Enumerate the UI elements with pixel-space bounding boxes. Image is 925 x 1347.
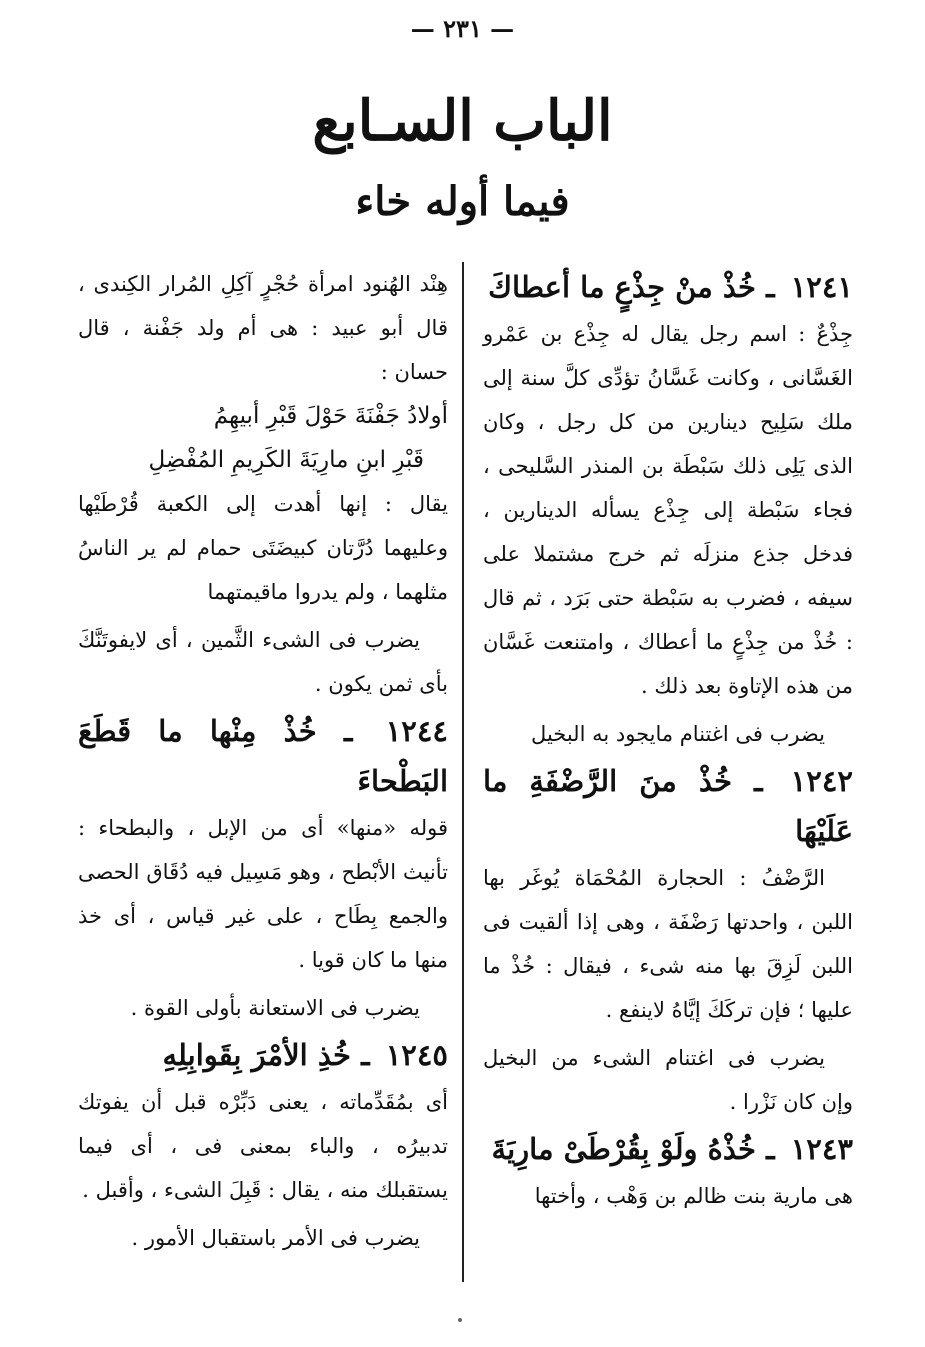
entry-1244	[78, 706, 448, 1030]
entry-body: جِذْعٌ : اسم رجل يقال له جِذْع بن عَمْرو الغَسَّانى ، وكانت غَسَّانُ تؤدِّى كلَّ سنة إلى ملك سَلِيح دينارين من كل رجل ، وكان الذى يَلِى ذلك سَبْطَة بن المنذر السَّليحى ، فجاء سَبْطة إلى جِذْع يسأله الدينارين ، فدخل جذع منزلَه ثم خرج مشتملا على سيفه ، فضرب به سَبْطة حتى بَرَد ، ثم قال : خُذْ من جِذْعٍ ما أعطاك ، وامتنعت غَسَّان من هذه الإتاوة بعد ذلك .	[483, 322, 853, 698]
right-column	[483, 262, 853, 1218]
entry-body: هى مارية بنت ظالم بن وَهْب ، وأختها	[534, 1184, 853, 1208]
entry-1245	[78, 1030, 448, 1260]
entry-1243-note: يقال : إنها أهدت إلى الكعبة قُرْطَيْها وعليهما دُرَّتان كبيضَتَى حمام لم ير الناسُ مثلهما ، ولم يدروا ماقيمتهما	[78, 492, 448, 604]
column-divider	[462, 262, 464, 1282]
page-number: — ٢٣١ —	[410, 14, 515, 43]
proverb-title: ـ خُذْ منْ جِذْعٍ ما أعطاكَ	[488, 270, 775, 304]
proverb-title: ـ خُذْ مِنْها ما قَطَعَ البَطْحاءَ	[78, 714, 448, 798]
poem-verse-2: قَبْرِ ابنِ مارِيَةَ الكَرِيمِ المُفْضِلِ	[148, 447, 424, 473]
entry-number: ١٢٤٢	[790, 764, 853, 798]
entry-number: ١٢٤٥	[385, 1038, 448, 1072]
entry-heading	[483, 262, 853, 312]
entry-body: الرَّضْفُ : الحجارة المُحْمَاة يُوغَر بها اللبن ، واحدتها رَضْفَة ، وهى إذا ألقيت فى اللبن لَزِقَ بها منه شىء ، فيقال : خُذْ ما عليها ؛ فإن تركَكَ إيَّاهُ لاينفع .	[483, 866, 853, 1022]
chapter-title: الباب السـابع	[312, 88, 613, 154]
entry-1243-continuation: هِنْد الهُنود امرأة حُجْرٍ آكِلِ المُرار الكِندى ، قال أبو عبيد : هى أم ولد جَفْنة ، قال حسان :	[78, 272, 448, 384]
entry-number: ١٢٤١	[790, 270, 853, 304]
entry-1242	[483, 756, 853, 1124]
proverb-usage: يضرب فى الأمر باستقبال الأمور .	[131, 1226, 420, 1250]
proverb-usage: يضرب فى اغتنام مايجود به البخيل	[531, 722, 825, 746]
footer-dot	[458, 1318, 462, 1322]
proverb-usage: يضرب فى اغتنام الشىء من البخيل وإن كان نَزْرا .	[483, 1046, 853, 1114]
proverb-usage: يضرب فى الاستعانة بأولى القوة .	[130, 996, 420, 1020]
left-column	[78, 262, 448, 1260]
entry-heading	[483, 756, 853, 856]
entry-number: ١٢٤٣	[790, 1132, 853, 1166]
proverb-usage: يضرب فى الشىء الثَّمين ، أى لايفوتَنَّكَ بأى ثمن يكون .	[78, 628, 448, 696]
proverb-title: ـ خُذْ منَ الرَّضْفَةِ ما عَلَيْهَا	[483, 764, 853, 848]
entry-number: ١٢٤٤	[385, 714, 448, 748]
entry-heading	[78, 1030, 448, 1080]
chapter-subtitle: فيما أوله خاء	[355, 178, 570, 225]
entry-1243	[483, 1124, 853, 1218]
entry-heading	[78, 706, 448, 806]
proverb-title: ـ خُذْهُ ولَوْ بِقُرْطَىْ مارِيَةَ	[491, 1132, 775, 1166]
proverb-title: ـ خُذِ الأمْرَ بِقَوابِلِهِ	[162, 1038, 370, 1072]
entry-body: قوله «منها» أى من الإبل ، والبطحاء : تأنيث الأبْطح ، وهو مَسِيل فيه دُقَاق الحصى والجمع بِطَاح ، على غير قياس ، أى خذ منها ما كان قويا .	[78, 816, 448, 972]
entry-body: أى بمُقَدِّماته ، يعنى دَبِّرْه قبل أن يفوتك تدبيرُه ، والباء بمعنى فى ، أى فيما يستقبلك منه ، يقال : قَبِلَ الشىء ، وأقبل .	[78, 1090, 448, 1202]
entry-heading	[483, 1124, 853, 1174]
poem-verse-1: أولادُ جَفْنَةَ حَوْلَ قَبْرِ أبيهِمُ	[213, 403, 448, 429]
entry-1241	[483, 262, 853, 756]
